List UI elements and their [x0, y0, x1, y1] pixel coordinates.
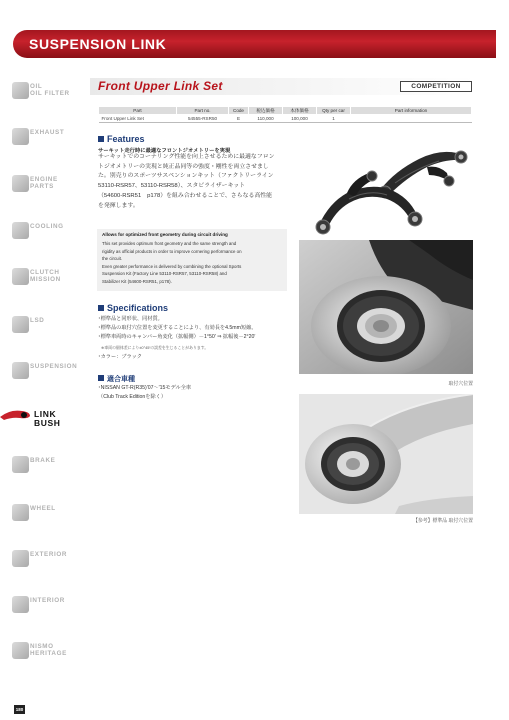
sidebar-label: NISMO: [30, 643, 54, 650]
table-cell: E: [229, 115, 249, 123]
suspension-icon: [12, 362, 29, 379]
table-cell: [351, 115, 472, 123]
exterior-icon: [12, 550, 29, 567]
cooling-icon: [12, 222, 29, 239]
square-bullet-icon: [98, 305, 104, 311]
table-header: Qty per car: [317, 107, 351, 115]
features-heading: [98, 134, 145, 144]
specifications-heading-text: Specifications: [107, 303, 169, 313]
sidebar-item-engine[interactable]: [12, 173, 92, 203]
specifications-list: [98, 315, 298, 343]
vehicle-line: （Club Track Editionを除く）: [98, 394, 167, 401]
sidebar-item-cooling[interactable]: [12, 220, 92, 250]
sidebar-label: MISSION: [30, 276, 61, 283]
square-bullet-icon: [98, 136, 104, 142]
page-number: 180: [15, 707, 24, 712]
photo-caption: 取付穴位置: [448, 382, 473, 387]
sidebar-label: BUSH: [34, 417, 61, 428]
sidebar-label: ENGINE: [30, 176, 58, 183]
features-line: サーキットでのコーナリング性能を向上させるために最適なフロン: [98, 154, 275, 160]
features-line: た。別売りのスポーツサスペンションキット（ファクトリーライン: [98, 173, 274, 180]
sidebar-label: COOLING: [30, 223, 64, 230]
table-cell: 110,000: [249, 115, 283, 123]
competition-tag: COMPETITION: [400, 81, 472, 92]
sidebar-label: EXTERIOR: [30, 551, 67, 558]
sidebar-label: OIL: [30, 83, 43, 90]
english-line: Stabilizer Kit (54600-RSR51, p178).: [102, 278, 172, 284]
oil-icon: [12, 82, 29, 99]
english-body: [102, 240, 282, 286]
sidebar-item-clutch[interactable]: [12, 266, 92, 296]
link-bush-icon: [0, 407, 34, 421]
sidebar-label: WHEEL: [30, 505, 56, 512]
product-photo-upper-links: [299, 133, 473, 237]
table-row: [99, 115, 472, 123]
features-heading-text: Features: [107, 134, 145, 144]
vehicles-list: [98, 384, 298, 402]
sidebar-label: BRAKE: [30, 457, 56, 464]
header-title: SUSPENSION LINK: [29, 36, 167, 52]
english-line: Even greater performance is delivered by combining the optional Sports: [102, 263, 242, 269]
wheel-icon: [12, 504, 29, 521]
spec-line: ･標準車両時のキャンバー角変化（拡幅側）－1°50′ ⇒ 拡幅後－2°20′: [98, 334, 256, 341]
category-sidebar: [0, 70, 90, 710]
features-body: [98, 153, 288, 211]
spec-color: ･カラー：ブラック: [98, 354, 142, 360]
english-heading: Allows for optimized front geometry during circuit driving: [102, 232, 228, 237]
table-header: 本体価格: [283, 107, 317, 115]
table-header: Part information: [351, 107, 472, 115]
english-line: Suspension Kit (Factory Line 53110-RSR57, 53110-RSR58) and: [102, 271, 227, 277]
interior-icon: [12, 596, 29, 613]
table-header: Code: [229, 107, 249, 115]
table-cell: Front Upper Link Set: [99, 115, 177, 123]
sidebar-item-brake[interactable]: [12, 454, 92, 484]
sidebar-label: EXHAUST: [30, 129, 65, 136]
sidebar-item-wheel[interactable]: [12, 502, 92, 532]
sidebar-label: CLUTCH: [30, 269, 60, 276]
sidebar-item-interior[interactable]: [12, 594, 92, 624]
sidebar-label: INTERIOR: [30, 597, 65, 604]
lsd-icon: [12, 316, 29, 333]
sidebar-item-exhaust[interactable]: [12, 126, 92, 156]
spec-line: ･標準品の取付穴位置を変更することにより、有効長を4.5mm短縮。: [98, 325, 257, 332]
part-table: [98, 106, 472, 123]
english-line: This set provides optimum front geometry and the same strength and: [102, 241, 237, 246]
sidebar-label: OIL FILTER: [30, 90, 70, 97]
sidebar-item-heritage[interactable]: [12, 640, 92, 670]
sidebar-label: SUSPENSION: [30, 363, 78, 370]
english-line: rigidity as official products in order to improve cornering performance on: [102, 248, 242, 254]
sidebar-label: PARTS: [30, 183, 54, 190]
clutch-icon: [12, 268, 29, 285]
table-header: Part: [99, 107, 177, 115]
specifications-heading: [98, 303, 168, 313]
spec-line: ･標準品と同形状、同材質。: [98, 316, 163, 322]
vehicles-heading: [98, 374, 135, 384]
table-cell: 1: [317, 115, 351, 123]
table-header: 税込価格: [249, 107, 283, 115]
sidebar-label: HERITAGE: [30, 650, 67, 657]
features-line: を発揮します。: [98, 202, 139, 209]
section-title: Front Upper Link Set: [98, 79, 223, 93]
spec-note: ※車両の個体差により±0°45′の誤差を生じることがあります。: [101, 345, 209, 350]
table-cell: 100,000: [283, 115, 317, 123]
features-lead: サーキット走行時に最適なフロントジオメトリーを実現: [98, 148, 231, 154]
vehicles-heading-text: 適合車種: [107, 376, 135, 383]
exhaust-icon: [12, 128, 29, 145]
header-bar: [13, 30, 496, 58]
table-header-row: [99, 107, 472, 115]
vehicle-line: ･NISSAN GT-R(R35)'07～'15モデル全車: [98, 385, 192, 391]
brake-icon: [12, 456, 29, 473]
sidebar-item-oil[interactable]: [12, 80, 92, 110]
sidebar-item-suspension[interactable]: [12, 360, 92, 390]
features-line: （54600-RSR51 p178）を組み合わせることで、さらなる高性能: [98, 192, 273, 199]
table-cell: 54555-RSR50: [177, 115, 229, 123]
sidebar-item-link-bush[interactable]: [12, 407, 92, 437]
english-description-box: [97, 229, 287, 291]
features-line: トジオメトリーの実現と純正品同等の強度・剛性を両立させまし: [98, 163, 269, 170]
product-photo-mount-hole: [299, 240, 473, 374]
sidebar-item-lsd[interactable]: [12, 314, 92, 344]
product-photo-standard: [299, 394, 473, 514]
square-bullet-icon: [98, 375, 104, 381]
engine-icon: [12, 175, 29, 192]
features-line: 53110-RSR57、53110-RSR58）、スタビライザーキット: [98, 183, 246, 190]
photo-caption: 【参考】標準品 取付穴位置: [412, 519, 473, 524]
english-line: the circuit.: [102, 256, 123, 262]
sidebar-item-exterior[interactable]: [12, 548, 92, 578]
sidebar-label: LINK: [34, 409, 57, 419]
table-header: Part no.: [177, 107, 229, 115]
sidebar-label: LSD: [30, 317, 45, 324]
heritage-icon: [12, 642, 29, 659]
